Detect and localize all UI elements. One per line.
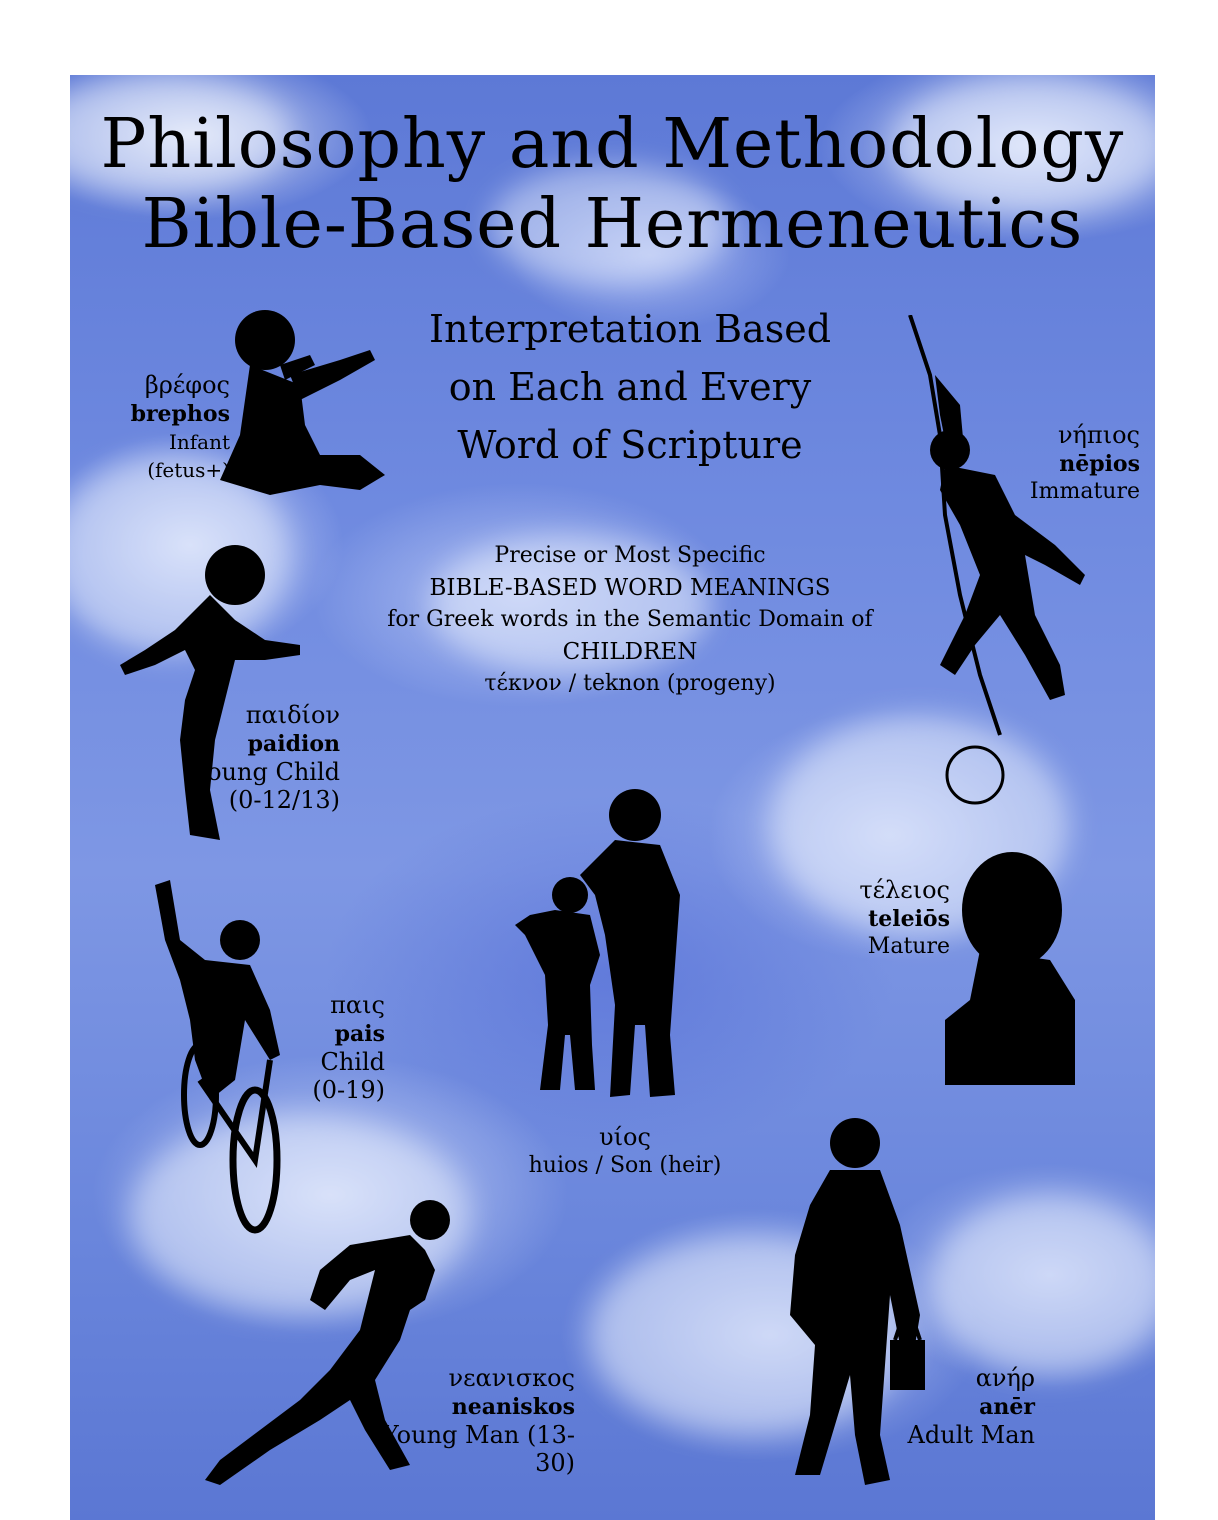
father-son-silhouette [510, 785, 700, 1105]
climber-silhouette [905, 315, 1105, 815]
center-line-1: Precise or Most Specific [494, 543, 766, 568]
aner-greek: ανήρ [975, 1364, 1035, 1392]
label-paidion [180, 700, 340, 814]
center-description [370, 540, 890, 700]
title-line-2: Bible-Based Hermeneutics [141, 185, 1084, 264]
label-brephos [80, 370, 230, 484]
label-pais [270, 990, 385, 1104]
label-neaniskos [350, 1363, 575, 1477]
label-nepios [990, 420, 1140, 506]
mature-man-silhouette [940, 850, 1080, 1090]
subtitle-line-2: on Each and Every [448, 365, 812, 409]
pais-age: (0-19) [312, 1076, 385, 1104]
label-aner [890, 1363, 1035, 1449]
teleios-greek: τέλειος [859, 876, 950, 904]
nepios-greek: νήπιος [1057, 421, 1140, 449]
aner-meaning: Adult Man [907, 1421, 1035, 1449]
title-line-1: Philosophy and Methodology [100, 105, 1125, 184]
infant-silhouette [210, 305, 410, 505]
nepios-translit: nēpios [1059, 451, 1140, 477]
pais-translit: pais [334, 1021, 385, 1047]
paidion-age: (0-12/13) [228, 786, 340, 814]
subtitle-line-1: Interpretation Based [428, 307, 832, 351]
neaniskos-translit: neaniskos [451, 1394, 575, 1420]
paidion-translit: paidion [247, 731, 340, 757]
brephos-greek: βρέφος [144, 371, 230, 399]
neaniskos-meaning: Young Man (13-30) [382, 1421, 575, 1477]
neaniskos-greek: νεανισκος [448, 1364, 575, 1392]
label-teleios [800, 875, 950, 961]
nepios-meaning: Immature [1029, 479, 1140, 504]
paidion-meaning: Young Child [193, 758, 340, 786]
center-line-4: CHILDREN [562, 639, 698, 665]
teleios-meaning: Mature [867, 934, 950, 959]
huios-greek: υίος [599, 1123, 651, 1151]
page-title [70, 105, 1155, 265]
aner-translit: anēr [979, 1394, 1035, 1420]
huios-meaning: huios / Son (heir) [528, 1153, 722, 1178]
center-line-5: τέκνον / teknon (progeny) [484, 671, 776, 696]
pais-meaning: Child [320, 1048, 385, 1076]
center-line-2: BIBLE-BASED WORD MEANINGS [429, 575, 831, 601]
label-huios [490, 1122, 760, 1180]
subtitle [420, 300, 840, 474]
teleios-translit: teleiōs [868, 906, 950, 932]
pais-greek: παις [330, 991, 385, 1019]
brephos-translit: brephos [130, 401, 230, 427]
center-line-3: for Greek words in the Semantic Domain of [387, 607, 873, 632]
subtitle-line-3: Word of Scripture [457, 423, 803, 467]
paidion-greek: παιδίον [245, 701, 340, 729]
poster-background [70, 75, 1155, 1520]
brephos-meaning: Infant (fetus+) [147, 430, 230, 482]
